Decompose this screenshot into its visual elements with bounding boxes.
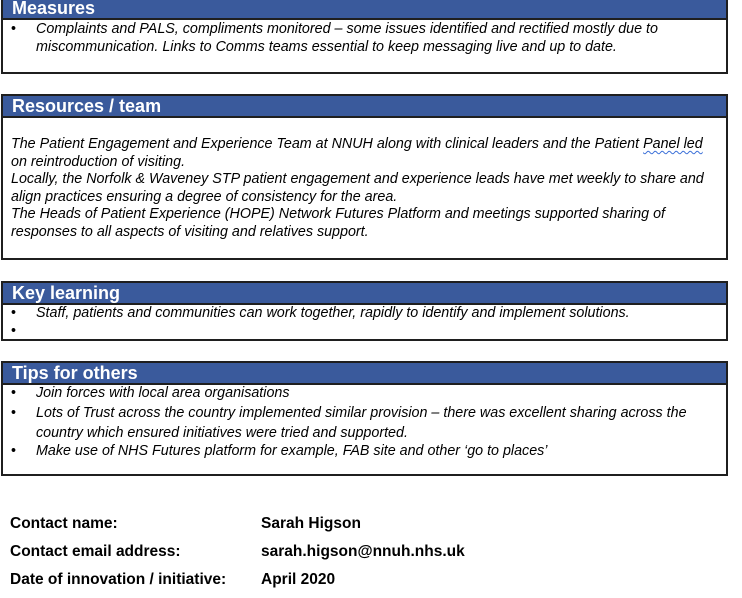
contact-name-value: Sarah Higson [261,515,361,532]
measures-heading: Measures [3,0,726,20]
contact-name-row [10,512,465,540]
key-learning-list [11,305,718,340]
resources-paragraph-1-end: on reintroduction of visiting. [11,153,186,170]
tips-body [3,385,726,460]
key-learning-body [3,305,726,340]
measures-bullet: • Complaints and PALS, compliments monitored – some issues identified and rectified mostly due to miscommunication. Links to Comms teams essential to keep messaging live and up to date. [11,21,718,56]
tips-list [11,385,718,460]
measures-list [11,21,718,56]
tips-bullet: • Lots of Trust across the country implemented similar provision – there was excellent sharing across the country which ensured initiatives were tried and supported. [11,403,718,443]
measures-body [3,20,726,56]
contact-details [10,512,465,596]
resources-section [1,94,728,260]
contact-email-label: Contact email address: [10,543,181,560]
key-learning-section [1,281,728,341]
resources-paragraph-1 [11,136,718,171]
tips-heading: Tips for others [3,363,726,385]
contact-date-row [10,568,465,596]
resources-paragraph-2: Locally, the Norfolk & Waveney STP patient engagement and experience leads have met weekly to share and align practices ensuring a degree of consistency for the area. [11,171,704,205]
resources-body [3,118,726,241]
key-learning-heading: Key learning [3,283,726,305]
contact-email-row [10,540,465,568]
key-learning-bullet: • Staff, patients and communities can work together, rapidly to identify and implement solutions. [11,305,718,323]
key-learning-bullet-empty [11,323,718,341]
spellcheck-flagged-text: Panel led [643,136,703,152]
contact-date-value: April 2020 [261,571,336,588]
contact-date-label: Date of innovation / initiative: [10,571,227,588]
tips-bullet: • Make use of NHS Futures platform for example, FAB site and other ‘go to places’ [11,443,718,461]
tips-section [1,361,728,476]
resources-paragraph-3: The Heads of Patient Experience (HOPE) Network Futures Platform and meetings supported sharing of responses to all aspects of visiting and relatives support. [11,206,665,240]
measures-section [1,0,728,74]
contact-name-label: Contact name: [10,515,118,532]
resources-heading: Resources / team [3,96,726,118]
contact-email-value[interactable]: sarah.higson@nnuh.nhs.uk [261,543,465,560]
resources-paragraph-1-start: The Patient Engagement and Experience Team at NNUH along with clinical leaders and the Patient [11,136,644,152]
tips-bullet: • Join forces with local area organisations [11,385,718,403]
